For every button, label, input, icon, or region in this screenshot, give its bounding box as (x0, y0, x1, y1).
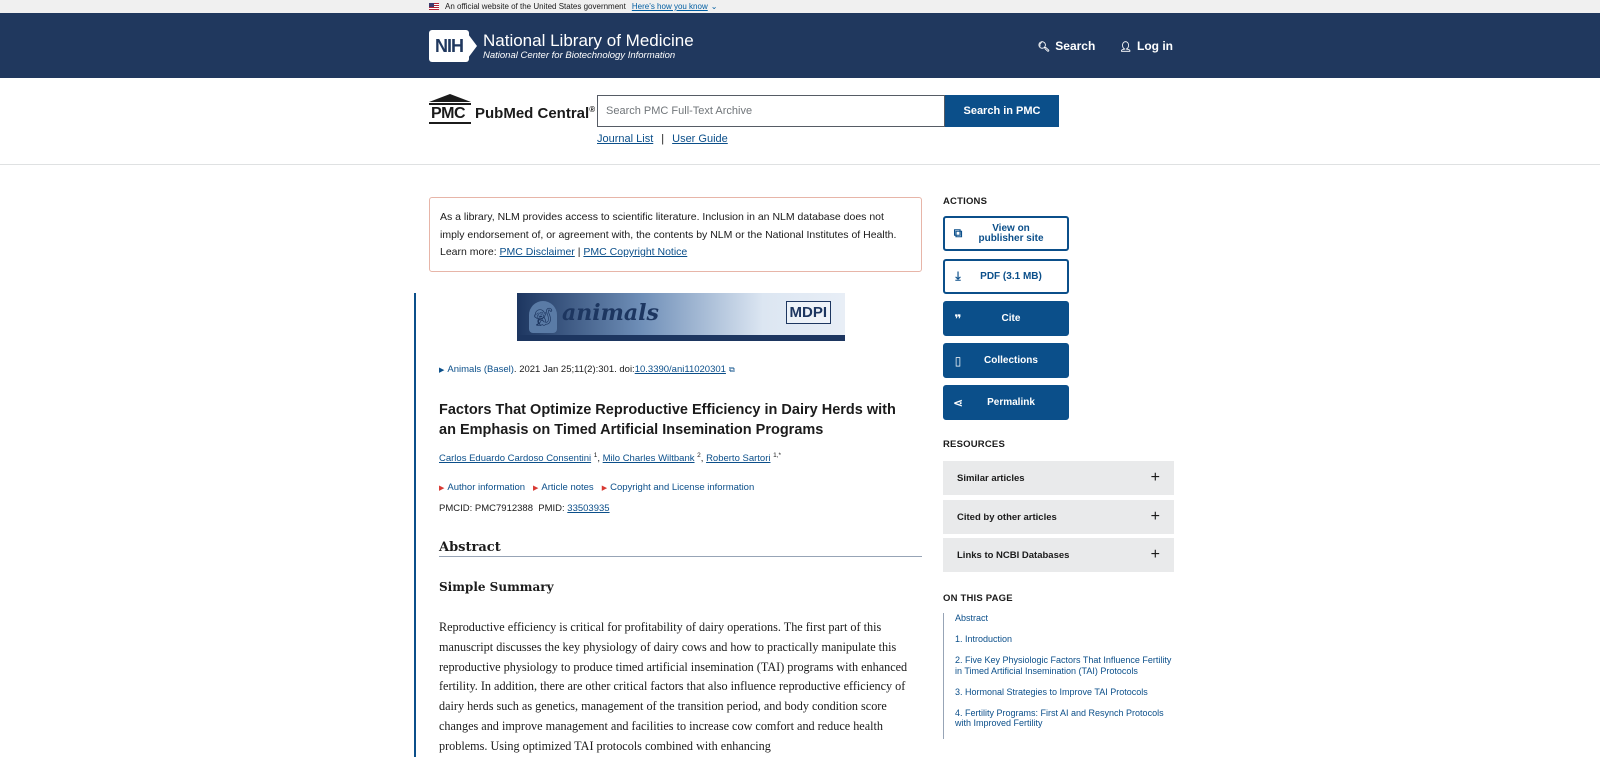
article-notes-label: Article notes (541, 482, 594, 493)
pmc-disclaimer-link[interactable]: PMC Disclaimer (499, 246, 575, 258)
on-this-page-nav (943, 613, 1174, 739)
simple-summary-text: Reproductive efficiency is critical for profitability of dairy operations. The first part of this manuscript discusses the key physiology of dairy cows and how to practically manipulate this reproductive physiology to produce timed artificial insemination (TAI) programs with enhanced fertility. In addition, there are other critical factors that also influence reproductive efficiency of dairy herds such as genetics, management of the transition period, and body condition score changes and improve management and facilities to increase cow comfort and reduce health problems. Using optimized TAI protocols combined with enhancing (439, 620, 908, 753)
simple-summary-heading: Simple Summary (439, 580, 554, 594)
disclaimer-separator: | (577, 246, 581, 258)
header-search-button[interactable] (1038, 39, 1096, 53)
pmc-copyright-notice-link[interactable]: PMC Copyright Notice (583, 246, 688, 258)
pmc-logo[interactable] (429, 94, 595, 124)
journal-link[interactable]: Animals (Basel) (447, 364, 514, 375)
toc-link[interactable]: Abstract (955, 613, 989, 623)
toc-link[interactable]: 4. Fertility Programs: First AI and Resynch Protocols with Improved Fertility (955, 707, 1164, 728)
plus-icon: + (1150, 469, 1160, 486)
nih-header (0, 13, 1600, 78)
doi-link[interactable]: 10.3390/ani11020301 (634, 364, 726, 375)
permalink-button[interactable] (943, 385, 1069, 420)
author-affiliation: 2 (697, 452, 701, 459)
author-link[interactable]: Carlos Eduardo Cardoso Consentini (439, 453, 592, 465)
pmid-link[interactable]: 33503935 (567, 503, 610, 514)
link-separator: | (661, 133, 665, 145)
caret-right-icon: ▶ (533, 485, 539, 492)
cite-button[interactable] (943, 301, 1069, 336)
actions-heading: ACTIONS (943, 196, 988, 207)
abstract-heading: Abstract (439, 540, 922, 557)
caret-right-icon: ▶ (439, 485, 445, 492)
pmc-mark-text: PMC (431, 105, 466, 122)
ncbi-subtitle: National Center for Biotechnology Information (483, 50, 676, 61)
article-title: Factors That Optimize Reproductive Efficiency in Dairy Herds with an Emphasis on Timed Artificial Insemination Programs (439, 402, 896, 438)
us-flag-icon (429, 3, 439, 10)
search-in-pmc-button[interactable]: Search in PMC (945, 95, 1059, 127)
cited-by-accordion[interactable] (943, 500, 1174, 534)
login-label: Log in (1137, 39, 1173, 53)
learn-more-label: Learn more: (440, 246, 497, 258)
caret-right-icon[interactable]: ▶ (439, 366, 445, 374)
user-guide-link[interactable]: User Guide (672, 133, 728, 145)
pmcid: PMCID: PMC7912388 (439, 503, 533, 514)
toc-link[interactable]: 1. Introduction (955, 634, 1013, 644)
view-on-publisher-button[interactable] (943, 216, 1069, 251)
collections-button[interactable] (943, 343, 1069, 378)
article-ids (439, 503, 610, 514)
gov-banner (0, 0, 1600, 13)
cite-label: Cite (1001, 312, 1021, 324)
author-information-toggle[interactable] (439, 482, 525, 493)
share-icon: ⋖ (952, 395, 964, 410)
monkey-icon: 🐒︎ (529, 301, 557, 333)
ncbi-links-accordion[interactable] (943, 538, 1174, 572)
author-affiliation: 1,* (773, 452, 782, 459)
login-button[interactable] (1119, 39, 1173, 53)
collections-label: Collections (984, 354, 1038, 366)
similar-articles-accordion[interactable] (943, 461, 1174, 495)
on-this-page-heading: ON THIS PAGE (943, 593, 1013, 604)
quote-icon: ❞ (954, 311, 962, 326)
view-on-publisher-label: View on publisher site (978, 222, 1044, 244)
pmc-name: PubMed Central (475, 105, 590, 122)
gov-banner-text: An official website of the United States government (445, 2, 626, 11)
resources-heading: RESOURCES (943, 439, 1005, 450)
bookmark-icon: ▯ (954, 353, 962, 368)
copyright-info-label: Copyright and License information (610, 482, 755, 493)
citation-line (439, 364, 735, 375)
caret-right-icon: ▶ (601, 485, 608, 492)
article-notes-toggle[interactable] (533, 482, 594, 493)
nlm-disclaimer (429, 197, 922, 272)
journal-list-link[interactable]: Journal List (597, 133, 654, 145)
download-icon: ⤓ (955, 269, 961, 283)
pmc-search-form (597, 95, 1059, 127)
heres-how-you-know-link[interactable]: Here’s how you know (631, 2, 708, 11)
nih-badge-icon (429, 30, 477, 62)
author-link[interactable]: Roberto Sartori (706, 453, 771, 465)
disclaimer-text: As a library, NLM provides access to scientific literature. Inclusion in an NLM database does not imply endorsement of, or agreement with, the contents by NLM or the National Institutes of Health. (440, 211, 897, 241)
pdf-label: PDF (3.1 MB) (980, 270, 1042, 282)
journal-banner-name: animals (562, 300, 659, 326)
cited-by-label: Cited by other articles (957, 511, 1057, 523)
nih-badge-text: NIH (429, 30, 469, 62)
citation-text: . 2021 Jan 25;11(2):301. doi: (513, 364, 635, 375)
pmid-label: PMID: (538, 503, 565, 514)
copyright-info-toggle[interactable] (602, 482, 755, 493)
nlm-title: National Library of Medicine (483, 31, 694, 50)
nlm-logo[interactable] (429, 30, 694, 62)
plus-icon: + (1150, 546, 1160, 563)
pmc-search-input[interactable] (597, 95, 945, 127)
search-icon: 🔍︎ (1037, 42, 1051, 53)
article-meta-links (439, 482, 754, 493)
author-link[interactable]: Milo Charles Wiltbank (602, 453, 695, 465)
article-left-border (414, 293, 416, 757)
author-affiliation: 1 (593, 452, 598, 459)
toc-link[interactable]: 3. Hormonal Strategies to Improve TAI Protocols (955, 686, 1148, 697)
permalink-label: Permalink (987, 396, 1035, 408)
external-link-icon: ⧉ (728, 364, 735, 374)
plus-icon: + (1150, 508, 1160, 525)
pmc-building-icon (429, 94, 471, 124)
journal-banner[interactable] (517, 293, 845, 341)
author-list: Carlos Eduardo Cardoso Consentini $^1$, Milo Charles Wiltbank $^2$, Roberto Sartori $^{1,*}$ (439, 452, 782, 465)
publisher-logo: MDPI (786, 301, 832, 324)
external-link-icon: ⧉ (953, 226, 963, 240)
header-search-label: Search (1055, 39, 1096, 53)
pmc-header (0, 78, 1600, 165)
registered-mark: ® (589, 105, 596, 114)
user-icon: 👤︎ (1119, 42, 1132, 53)
ncbi-links-label: Links to NCBI Databases (957, 549, 1070, 561)
chevron-down-icon[interactable]: ⌄ (710, 2, 718, 11)
author-information-label: Author information (447, 482, 526, 493)
pdf-download-button[interactable] (943, 259, 1069, 294)
similar-articles-label: Similar articles (957, 472, 1025, 484)
toc-link[interactable]: 2. Five Key Physiologic Factors That Influence Fertility in Timed Artificial Insemination (TAI) Protocols (955, 655, 1172, 676)
